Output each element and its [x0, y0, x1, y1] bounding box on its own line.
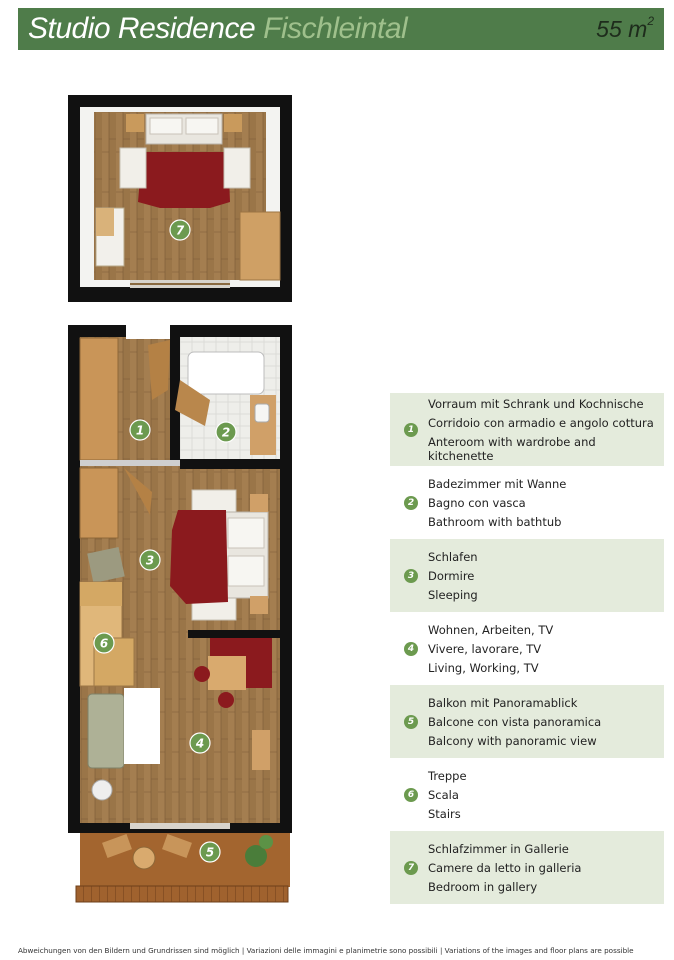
legend-label-en: Sleeping	[428, 587, 478, 602]
legend-label-de: Balkon mit Panoramablick	[428, 695, 578, 710]
legend-item-1	[390, 393, 664, 466]
svg-text:3: 3	[145, 553, 155, 568]
legend-label-it: Corridoio con armadio e angolo cottura	[428, 415, 654, 430]
legend-label-de: Badezimmer mit Wanne	[428, 476, 567, 491]
title-secondary: Fischleintal	[263, 12, 408, 45]
legend-item-2	[390, 466, 664, 539]
svg-text:1: 1	[135, 423, 145, 438]
svg-text:7: 7	[175, 223, 185, 238]
legend-marker: 1	[404, 423, 418, 437]
legend-label-en: Bathroom with bathtub	[428, 514, 562, 529]
legend-label-it: Camere da letto in galleria	[428, 860, 582, 875]
legend-label-de: Vorraum mit Schrank und Kochnische	[428, 396, 644, 411]
floor-plan	[60, 90, 300, 910]
svg-text:6: 6	[99, 636, 109, 651]
legend-label-de: Treppe	[428, 768, 467, 783]
room-legend	[390, 393, 664, 904]
legend-marker: 6	[404, 788, 418, 802]
legend-marker: 7	[404, 861, 418, 875]
title-banner	[18, 8, 664, 50]
area-size-value: 55 m	[596, 15, 648, 42]
area-size	[596, 13, 654, 43]
legend-label-en: Stairs	[428, 806, 461, 821]
legend-label-en: Balcony with panoramic view	[428, 733, 597, 748]
main-level	[68, 325, 292, 833]
svg-text:2: 2	[221, 425, 231, 440]
legend-label-en: Bedroom in gallery	[428, 879, 538, 894]
legend-marker: 4	[404, 642, 418, 656]
legend-marker: 3	[404, 569, 418, 583]
legend-label-it: Scala	[428, 787, 459, 802]
title-primary: Studio Residence	[28, 12, 256, 45]
legend-item-5	[390, 685, 664, 758]
legend-label-en: Living, Working, TV	[428, 660, 539, 675]
legend-item-4	[390, 612, 664, 685]
legend-label-it: Vivere, lavorare, TV	[428, 641, 542, 656]
svg-text:4: 4	[195, 736, 205, 751]
legend-item-6	[390, 758, 664, 831]
area-size-exponent: 2	[647, 13, 654, 28]
legend-label-en: Anteroom with wardrobe and kitchenette	[428, 434, 596, 463]
legend-item-3	[390, 539, 664, 612]
legend-label-de: Schlafen	[428, 549, 478, 564]
legend-marker: 5	[404, 715, 418, 729]
balcony	[76, 833, 290, 902]
legend-label-it: Dormire	[428, 568, 475, 583]
legend-label-it: Bagno con vasca	[428, 495, 526, 510]
gallery-level	[68, 95, 292, 302]
disclaimer-footer: Abweichungen von den Bildern und Grundrissen sind möglich | Variazioni delle immagini e planimetrie sono possibili | Variations of the images and floor plans are possible	[18, 946, 634, 955]
legend-label-it: Balcone con vista panoramica	[428, 714, 602, 729]
page-title	[28, 12, 407, 46]
legend-label-de: Schlafzimmer in Gallerie	[428, 841, 569, 856]
svg-text:5: 5	[205, 845, 215, 860]
legend-label-de: Wohnen, Arbeiten, TV	[428, 622, 554, 637]
legend-item-7	[390, 831, 664, 904]
legend-marker: 2	[404, 496, 418, 510]
